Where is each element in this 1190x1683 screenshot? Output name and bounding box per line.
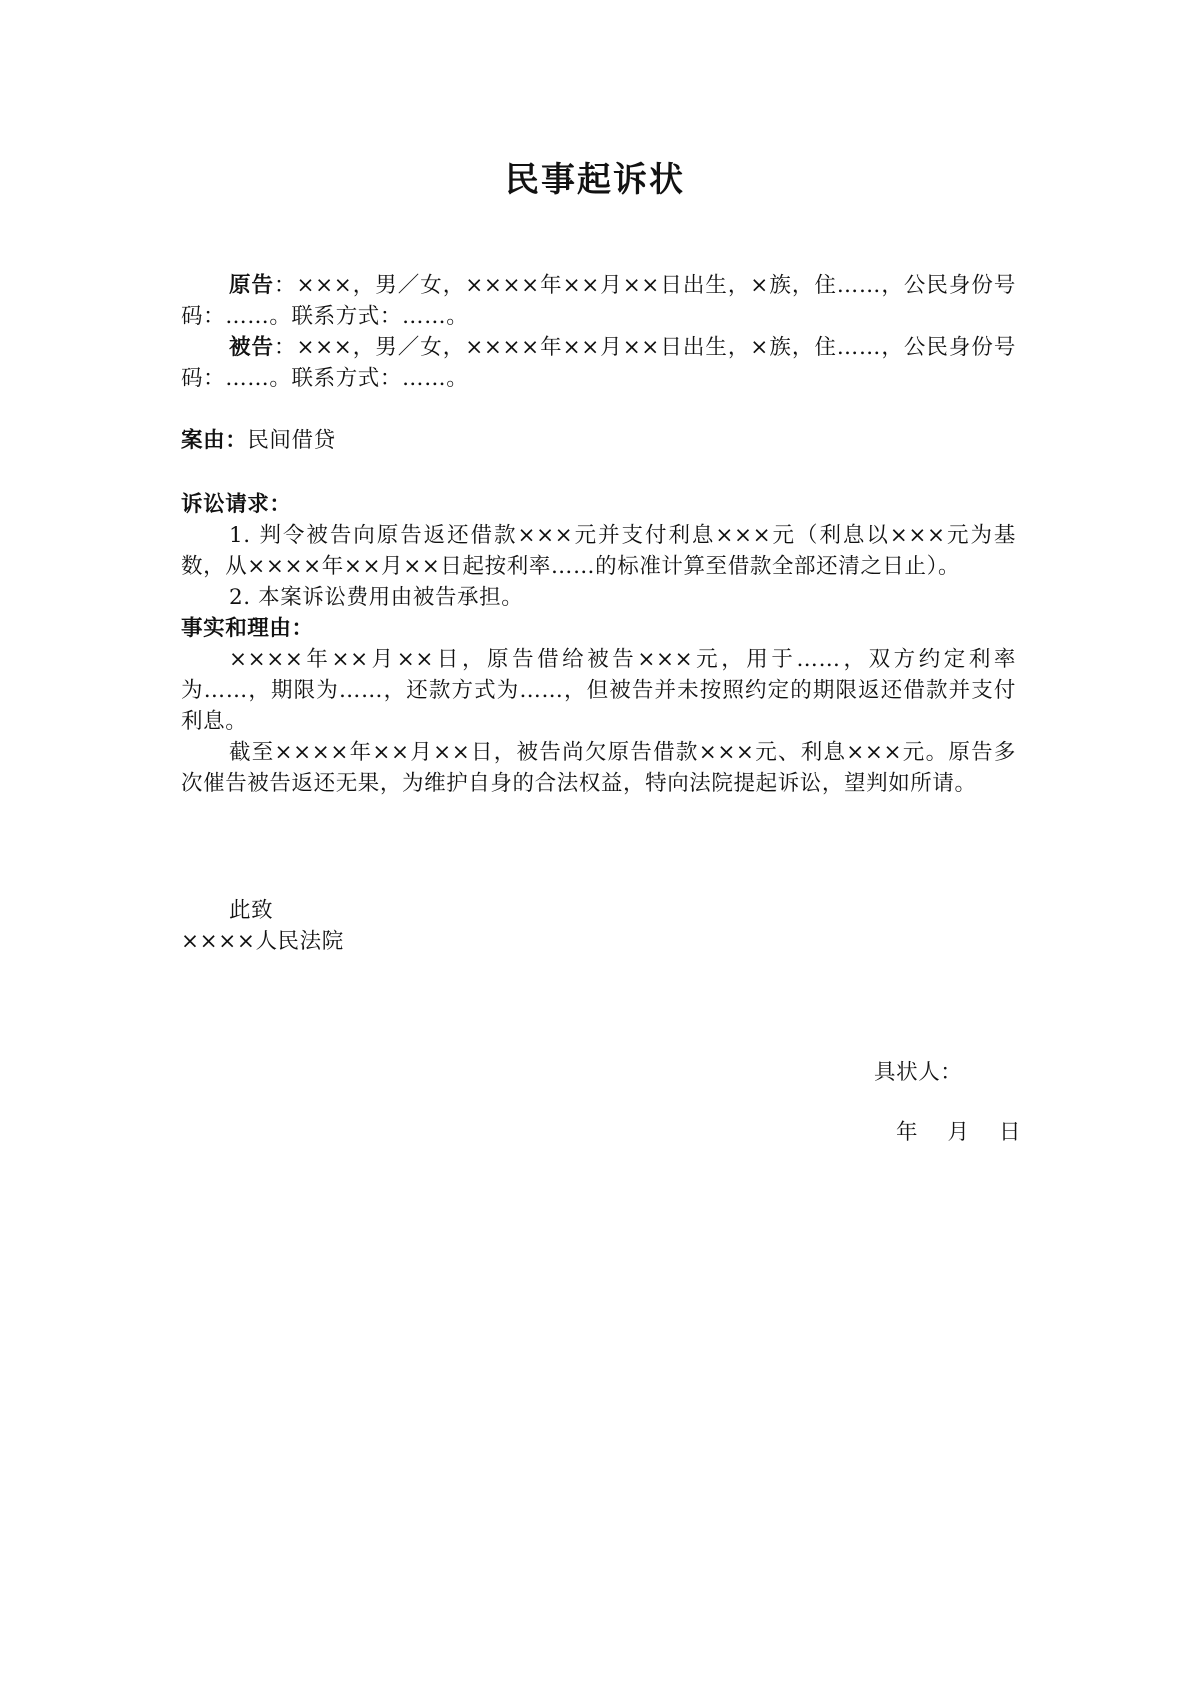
date-month-label: 月	[947, 1120, 970, 1145]
plaintiff-label: 原告	[229, 273, 274, 298]
court-name: ××××人民法院	[181, 929, 344, 954]
claim-item: 2. 本案诉讼费用由被告承担。	[229, 585, 524, 610]
signer-label: 具状人：	[874, 1060, 963, 1085]
date-day-label: 日	[999, 1120, 1021, 1145]
closing-salutation: 此致	[229, 898, 274, 923]
cause-section	[181, 425, 1016, 456]
claims-heading: 诉讼请求：	[181, 492, 292, 517]
facts-paragraph: ××××年××月××日，原告借给被告×××元，用于……，双方约定利率为……，期限为……，还款方式为……，但被告并未按照约定的期限返还借款并支付利息。	[181, 647, 1016, 734]
cause-paragraph	[181, 425, 1016, 456]
date-year-label: 年	[896, 1120, 918, 1145]
facts-heading: 事实和理由：	[181, 616, 314, 641]
claim-item: 1. 判令被告向原告返还借款×××元并支付利息×××元（利息以×××元为基数，从××××年××月××日起按利率……的标准计算至借款全部还清之日止）。	[181, 523, 1016, 579]
plaintiff-paragraph	[181, 270, 1016, 332]
document-title: 民事起诉状	[505, 160, 685, 200]
facts-paragraph: 截至××××年××月××日，被告尚欠原告借款×××元、利息×××元。原告多次催告被告返还无果，为维护自身的合法权益，特向法院提起诉讼，望判如所请。	[181, 740, 1016, 796]
defendant-text: ：×××，男／女，××××年××月××日出生，×族，住……，公民身份号码：……。联系方式：……。	[181, 335, 1016, 391]
closing-section	[181, 895, 1016, 957]
cause-label: 案由：	[181, 428, 248, 453]
defendant-label: 被告	[229, 335, 274, 360]
defendant-paragraph	[181, 332, 1016, 394]
signature-date	[896, 1115, 1021, 1146]
plaintiff-text: ：×××，男／女，××××年××月××日出生，×族，住……，公民身份号码：……。联系方式：……。	[181, 273, 1016, 329]
parties-section	[181, 270, 1016, 394]
cause-text: 民间借贷	[247, 428, 336, 453]
claims-section	[181, 489, 1016, 799]
